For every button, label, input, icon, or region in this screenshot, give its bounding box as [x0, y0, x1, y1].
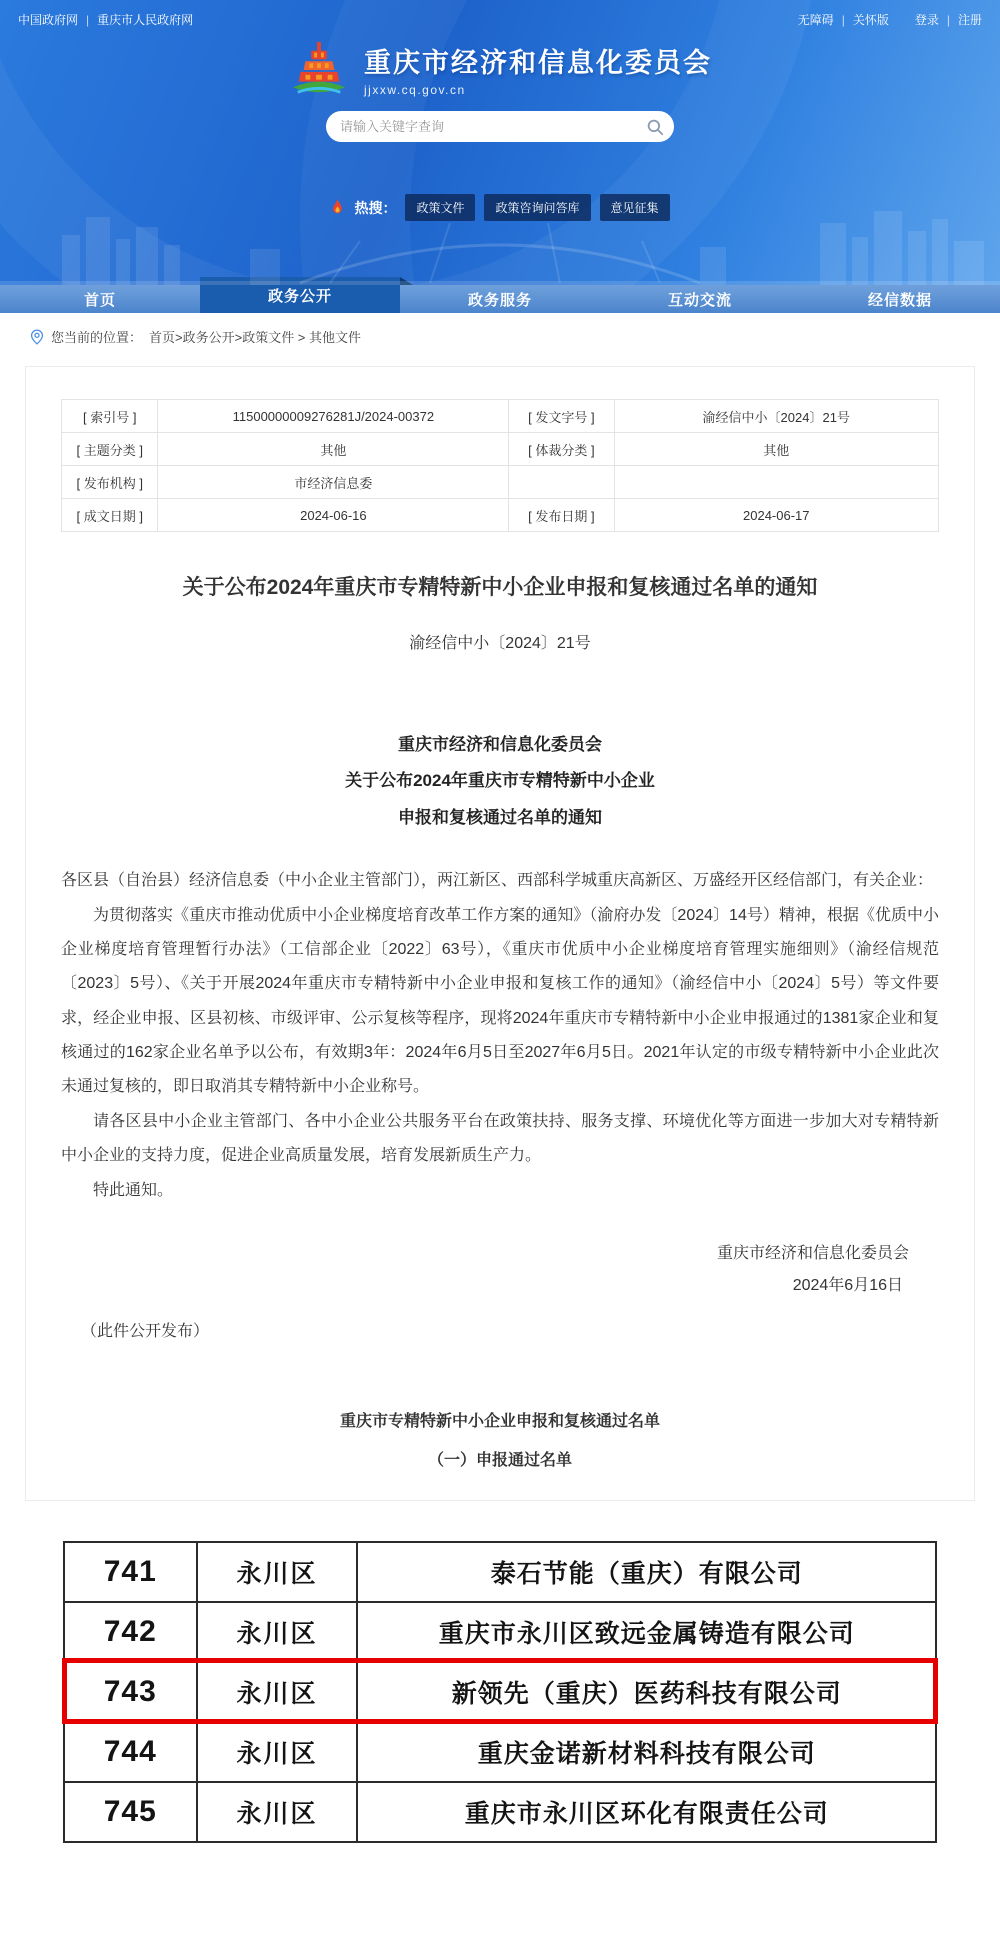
hot-tag-policy-files[interactable]: 政策文件	[405, 194, 475, 221]
table-row	[65, 1543, 935, 1601]
meta-value: 市经济信息委	[158, 466, 509, 499]
search-row	[0, 111, 1000, 142]
public-release-note: （此件公开发布）	[81, 1323, 210, 1341]
site-domain: jjxxw.cq.gov.cn	[364, 83, 466, 97]
site-brand	[0, 40, 1000, 98]
meta-row-subject-category	[62, 433, 939, 466]
link-register[interactable]: 注册	[957, 13, 982, 27]
meta-row-index-number	[62, 400, 939, 433]
meta-label: [ 体裁分类 ]	[509, 433, 614, 466]
topbar-left-links	[18, 11, 193, 28]
signature-date: 2024年6月16日	[792, 1277, 903, 1295]
topbar	[0, 0, 1000, 28]
hot-search-row	[0, 194, 1000, 221]
meta-label: [ 发布机构 ]	[62, 466, 158, 499]
bottom-spacer	[0, 1843, 1000, 1861]
link-care-version[interactable]: 关怀版	[852, 13, 889, 27]
nav-item-home[interactable]: 首页	[83, 291, 116, 309]
heading-line: 关于公布2024年重庆市专精特新中小企业	[345, 771, 655, 791]
heading-line: 申报和复核通过名单的通知	[398, 807, 602, 827]
table-row-highlighted	[65, 1661, 935, 1721]
nav-item-label: 政务公开	[267, 287, 332, 305]
meta-label: [ 发布日期 ]	[509, 499, 614, 532]
meta-value: 其他	[614, 433, 939, 466]
seq-cell: 743	[103, 1675, 157, 1709]
table-row	[65, 1721, 935, 1781]
seq-cell: 745	[103, 1795, 157, 1829]
seq-cell: 744	[103, 1735, 157, 1769]
table-row	[65, 1781, 935, 1841]
search-icon	[646, 118, 664, 136]
search-input[interactable]	[340, 119, 642, 134]
meta-label: [ 成文日期 ]	[62, 499, 158, 532]
document-title: 关于公布2024年重庆市专精特新中小企业申报和复核通过名单的通知	[182, 576, 818, 599]
topbar-right-links	[798, 11, 982, 28]
link-login[interactable]: 登录	[914, 13, 939, 27]
document-inner-heading	[61, 727, 939, 837]
hot-tag-policy-qa[interactable]: 政策咨询问答库	[484, 194, 590, 221]
meta-value	[614, 466, 939, 499]
document-meta-table	[61, 399, 939, 532]
document-card	[25, 366, 975, 1501]
site-title: 重庆市经济和信息化委员会	[364, 48, 712, 78]
company-cell: 重庆市永川区环化有限责任公司	[356, 1783, 935, 1841]
hot-tag-opinion[interactable]: 意见征集	[600, 194, 670, 221]
document-body	[61, 864, 939, 1208]
meta-label	[509, 466, 614, 499]
hot-search-label: 热搜：	[354, 199, 397, 216]
separator: |	[946, 12, 950, 27]
body-paragraph: 为贯彻落实《重庆市推动优质中小企业梯度培育改革工作方案的通知》（渝府办发〔2024〕14号）精神，根据《优质中小企业梯度培育管理暂行办法》（工信部企业〔2022〕63号），《重庆市优质中小企业梯度培育管理实施细则》（渝经信规范〔2023〕5号）、《关于开展2024年重庆市专精特新中小企业申报和复核工作的通知》（渝经信中小〔2024〕5号）等文件要求，经企业申报、区县初核、市级评审、公示复核等程序，现将2024年重庆市专精特新中小企业申报通过的1381家企业和复核通过的162家企业名单予以公布，有效期3年：2024年6月5日至2027年6月5日。2021年认定的市级专精特新中小企业此次未通过复核的，即日取消其专精特新中小企业称号。	[61, 906, 939, 1096]
search-button[interactable]	[642, 114, 668, 140]
meta-row-issuing-agency	[62, 466, 939, 499]
main-nav	[0, 285, 1000, 313]
district-cell: 永川区	[196, 1783, 357, 1841]
link-chongqing-gov[interactable]: 重庆市人民政府网	[97, 13, 194, 27]
district-cell: 永川区	[196, 1663, 357, 1721]
link-china-gov[interactable]: 中国政府网	[18, 13, 79, 27]
flame-icon	[330, 199, 345, 216]
district-cell: 永川区	[196, 1543, 357, 1601]
meta-value: 2024-06-16	[158, 499, 509, 532]
meta-label: [ 索引号 ]	[62, 400, 158, 433]
attachment-list-title: 重庆市专精特新中小企业申报和复核通过名单	[339, 1413, 660, 1431]
meta-value: 11500000009276281J/2024-00372	[158, 400, 509, 433]
company-cell: 重庆市永川区致远金属铸造有限公司	[356, 1603, 935, 1661]
company-cell: 泰石节能（重庆）有限公司	[356, 1543, 935, 1601]
meta-label: [ 主题分类 ]	[62, 433, 158, 466]
site-header	[0, 0, 1000, 285]
company-list-table	[63, 1541, 937, 1843]
meta-value: 2024-06-17	[614, 499, 939, 532]
salutation-paragraph: 各区县（自治县）经济信息委（中小企业主管部门），两江新区、西部科学城重庆高新区、万盛经开区经信部门，有关企业：	[61, 872, 934, 890]
meta-value: 渝经信中小〔2024〕21号	[614, 400, 939, 433]
site-logo-icon	[288, 40, 350, 98]
body-paragraph: 请各区县中小企业主管部门、各中小企业公共服务平台在政策扶持、服务支撑、环境优化等方面进一步加大对专精特新中小企业的支持力度，促进企业高质量发展，培育发展新质生产力。	[61, 1112, 939, 1165]
separator: |	[841, 12, 845, 27]
company-cell: 重庆金诺新材料科技有限公司	[356, 1723, 935, 1781]
attachment-list-subtitle: （一）申报通过名单	[427, 1452, 572, 1470]
seq-cell: 742	[103, 1615, 157, 1649]
heading-line: 重庆市经济和信息化委员会	[398, 734, 602, 754]
meta-value: 其他	[158, 433, 509, 466]
nav-item-interaction[interactable]: 互动交流	[667, 291, 732, 309]
breadcrumb	[0, 313, 1000, 356]
location-pin-icon	[30, 329, 44, 345]
breadcrumb-path[interactable]: 首页>政务公开>政策文件 > 其他文件	[149, 330, 362, 345]
meta-row-dates	[62, 499, 939, 532]
district-cell: 永川区	[196, 1723, 357, 1781]
document-number: 渝经信中小〔2024〕21号	[409, 634, 591, 652]
table-row	[65, 1601, 935, 1661]
district-cell: 永川区	[196, 1603, 357, 1661]
breadcrumb-prefix: 您当前的位置：	[51, 330, 143, 345]
company-cell: 新领先（重庆）医药科技有限公司	[356, 1663, 935, 1721]
search-box	[326, 111, 674, 142]
nav-item-government-services[interactable]: 政务服务	[467, 291, 532, 309]
signature-organization: 重庆市经济和信息化委员会	[716, 1245, 909, 1263]
closing-paragraph: 特此通知。	[93, 1181, 174, 1199]
nav-item-economic-data[interactable]: 经信数据	[867, 291, 932, 309]
separator: |	[86, 12, 90, 27]
seq-cell: 741	[103, 1555, 157, 1589]
link-accessibility[interactable]: 无障碍	[797, 13, 834, 27]
meta-label: [ 发文字号 ]	[509, 400, 614, 433]
